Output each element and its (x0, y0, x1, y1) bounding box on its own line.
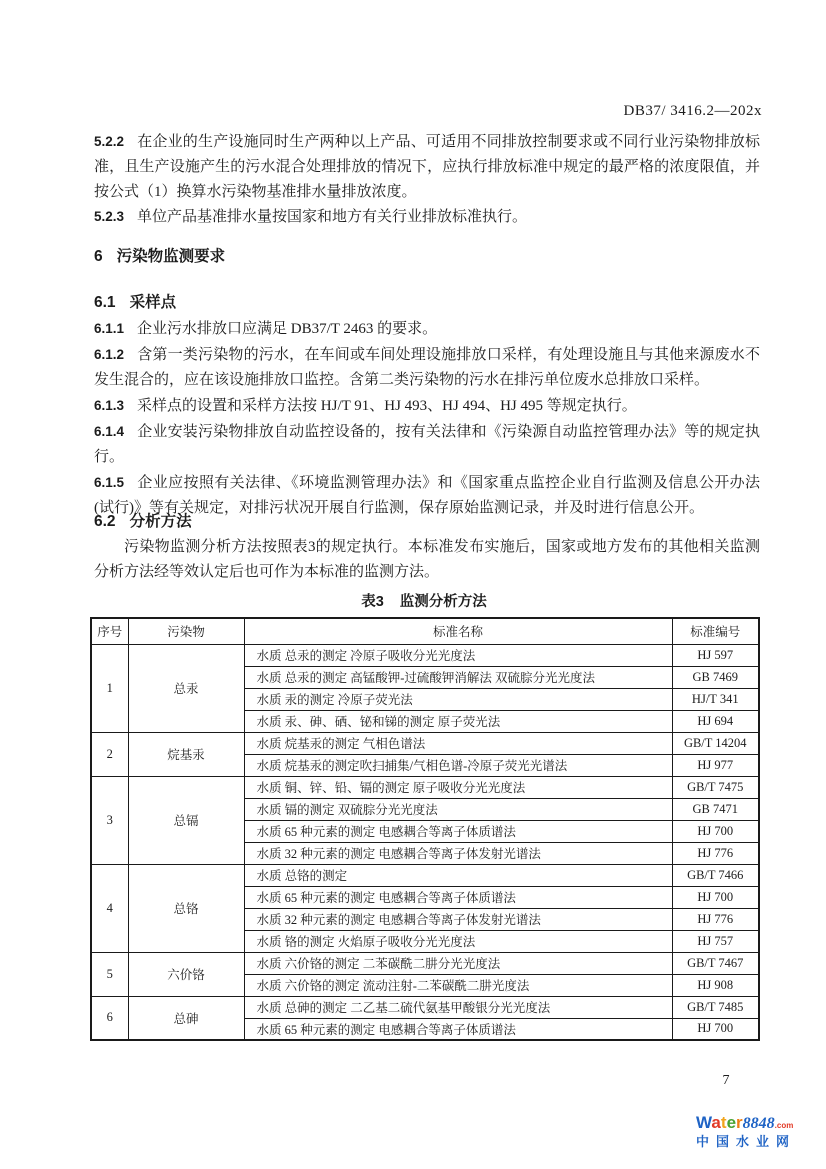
logo-number: 8848 (742, 1115, 775, 1132)
clause-5-2-3 (94, 204, 760, 230)
standard-code-cell: HJ 597 (672, 644, 759, 666)
logo-letter: r (736, 1113, 743, 1132)
section-6-heading (94, 244, 225, 266)
method-name-cell: 水质 65 种元素的测定 电感耦合等离子体质谱法 (244, 1018, 672, 1040)
table-row (91, 996, 759, 1018)
standard-code-cell: HJ 776 (672, 908, 759, 930)
seq-cell: 6 (91, 996, 128, 1040)
analysis-method-intro: 污染物监测分析方法按照表3的规定执行。本标准发布实施后，国家或地方发布的其他相关监测分析方法经等效认定后也可作为本标准的监测方法。 (94, 539, 760, 580)
method-name-cell: 水质 总铬的测定 (244, 864, 672, 886)
section-number: 6 (94, 248, 103, 265)
standard-code-cell: GB/T 14204 (672, 732, 759, 754)
analysis-methods-table (90, 617, 760, 1041)
clause-text: 含第一类污染物的污水，在车间或车间处理设施排放口采样，有处理设施且与其他来源废水不发生混合的，应在该设施排放口监控。含第二类污染物的污水在排污单位废水总排放口采样。 (94, 347, 760, 388)
method-name-cell: 水质 32 种元素的测定 电感耦合等离子体发射光谱法 (244, 908, 672, 930)
method-name-cell: 水质 烷基汞的测定吹扫捕集/气相色谱-冷原子荧光光谱法 (244, 754, 672, 776)
clause-number: 6.1.4 (94, 424, 125, 439)
pollutant-cell: 总砷 (128, 996, 244, 1040)
clause-text: 采样点的设置和采样方法按 HJ/T 91、HJ 493、HJ 494、HJ 495 等规定执行。 (137, 398, 637, 414)
header-standard-code: 标准编号 (672, 618, 759, 644)
standard-code-cell: GB/T 7475 (672, 776, 759, 798)
table-row (91, 732, 759, 754)
clause-text: 企业应按照有关法律、《环境监测管理办法》和《国家重点监控企业自行监测及信息公开办法(试行)》等有关规定，对排污状况开展自行监测，保存原始监测记录，并及时进行信息公开。 (94, 475, 760, 516)
standard-code-cell: HJ 700 (672, 820, 759, 842)
section-6-1-heading (94, 290, 176, 312)
section-6-2-heading (94, 509, 192, 531)
clause-number: 6.1.3 (94, 398, 125, 413)
table-row (91, 644, 759, 666)
section-title: 分析方法 (129, 513, 192, 530)
section-number: 6.1 (94, 294, 116, 311)
clause-number: 6.1.5 (94, 475, 125, 490)
section-number: 6.2 (94, 513, 116, 530)
standard-code-cell: HJ 700 (672, 886, 759, 908)
logo-letter: e (726, 1113, 737, 1132)
seq-cell: 1 (91, 644, 128, 732)
method-name-cell: 水质 汞的测定 冷原子荧光法 (244, 688, 672, 710)
standard-code-cell: GB/T 7466 (672, 864, 759, 886)
logo-tagline: 中国水业网 (696, 1134, 797, 1149)
table-number: 表3 (361, 594, 384, 610)
method-name-cell: 水质 六价铬的测定 流动注射-二苯碳酰二肼光度法 (244, 974, 672, 996)
method-name-cell: 水质 汞、砷、硒、铋和锑的测定 原子荧光法 (244, 710, 672, 732)
standard-code-cell: HJ 694 (672, 710, 759, 732)
logo-letter: a (711, 1113, 721, 1132)
header-standard-name: 标准名称 (244, 618, 672, 644)
standard-code-cell: HJ 776 (672, 842, 759, 864)
method-name-cell: 水质 总汞的测定 冷原子吸收分光光度法 (244, 644, 672, 666)
standard-code-cell: GB 7471 (672, 798, 759, 820)
method-name-cell: 水质 总砷的测定 二乙基二硫代氨基甲酸银分光光度法 (244, 996, 672, 1018)
clause-text: 企业安装污染物排放自动监控设备的，按有关法律和《污染源自动监控管理办法》等的规定执行。 (94, 424, 760, 465)
clause-text: 企业污水排放口应满足 DB37/T 2463 的要求。 (137, 321, 438, 337)
seq-cell: 3 (91, 776, 128, 864)
standard-code-cell: GB/T 7467 (672, 952, 759, 974)
method-name-cell: 水质 烷基汞的测定 气相色谱法 (244, 732, 672, 754)
table-row (91, 864, 759, 886)
water8848-wordmark (696, 1114, 796, 1132)
logo-tld: .com (774, 1121, 794, 1130)
table-row (91, 952, 759, 974)
section-title: 采样点 (129, 294, 177, 311)
clause-text: 单位产品基准排水量按国家和地方有关行业排放标准执行。 (137, 209, 528, 225)
seq-cell: 4 (91, 864, 128, 952)
table-header-row (91, 618, 759, 644)
pollutant-cell: 烷基汞 (128, 732, 244, 776)
page-number: 7 (722, 1073, 730, 1088)
method-name-cell: 水质 镉的测定 双硫腙分光光度法 (244, 798, 672, 820)
clause-number: 6.1.1 (94, 321, 125, 336)
standard-code-cell: HJ 700 (672, 1018, 759, 1040)
clause-number: 6.1.2 (94, 347, 125, 362)
method-name-cell: 水质 65 种元素的测定 电感耦合等离子体质谱法 (244, 820, 672, 842)
water8848-logo (696, 1114, 796, 1148)
table-title-text: 监测分析方法 (399, 594, 487, 610)
clause-6-1-5 (94, 470, 760, 521)
clause-6-1-4 (94, 419, 760, 470)
clause-5-2-2 (94, 129, 760, 205)
standard-code-cell: HJ 977 (672, 754, 759, 776)
method-name-cell: 水质 32 种元素的测定 电感耦合等离子体发射光谱法 (244, 842, 672, 864)
method-name-cell: 水质 总汞的测定 高锰酸钾-过硫酸钾消解法 双硫腙分光光度法 (244, 666, 672, 688)
clause-6-1-3 (94, 393, 760, 419)
seq-cell: 2 (91, 732, 128, 776)
table-3-title (90, 590, 758, 611)
method-name-cell: 水质 六价铬的测定 二苯碳酰二肼分光光度法 (244, 952, 672, 974)
table-row (91, 776, 759, 798)
pollutant-cell: 六价铬 (128, 952, 244, 996)
clause-6-1-1 (94, 316, 760, 342)
standard-code: DB37/ 3416.2—202x (623, 103, 762, 119)
header-pollutant: 污染物 (128, 618, 244, 644)
logo-letter: W (696, 1113, 712, 1132)
clause-6-1-2 (94, 342, 760, 393)
section-title: 污染物监测要求 (116, 248, 226, 265)
standard-code-cell: HJ 757 (672, 930, 759, 952)
pollutant-cell: 总镉 (128, 776, 244, 864)
method-name-cell: 水质 铜、锌、铅、镉的测定 原子吸收分光光度法 (244, 776, 672, 798)
logo-letter: t (720, 1113, 727, 1132)
seq-cell: 5 (91, 952, 128, 996)
standard-code-cell: HJ 908 (672, 974, 759, 996)
clause-number: 5.2.2 (94, 134, 125, 149)
standard-code-cell: GB/T 7485 (672, 996, 759, 1018)
method-name-cell: 水质 铬的测定 火焰原子吸收分光光度法 (244, 930, 672, 952)
pollutant-cell: 总铬 (128, 864, 244, 952)
header-seq: 序号 (91, 618, 128, 644)
standard-code-cell: HJ/T 341 (672, 688, 759, 710)
clause-number: 5.2.3 (94, 209, 125, 224)
analysis-methods-table-wrap (90, 617, 758, 1041)
clause-text: 在企业的生产设施同时生产两种以上产品、可适用不同排放控制要求或不同行业污染物排放标准，且生产设施产生的污水混合处理排放的情况下，应执行排放标准中规定的最严格的浓度限值，并按公式（1）换算水污染物基准排水量排放浓度。 (94, 134, 760, 200)
method-name-cell: 水质 65 种元素的测定 电感耦合等离子体质谱法 (244, 886, 672, 908)
pollutant-cell: 总汞 (128, 644, 244, 732)
standard-code-cell: GB 7469 (672, 666, 759, 688)
section-6-1-body (94, 316, 760, 521)
